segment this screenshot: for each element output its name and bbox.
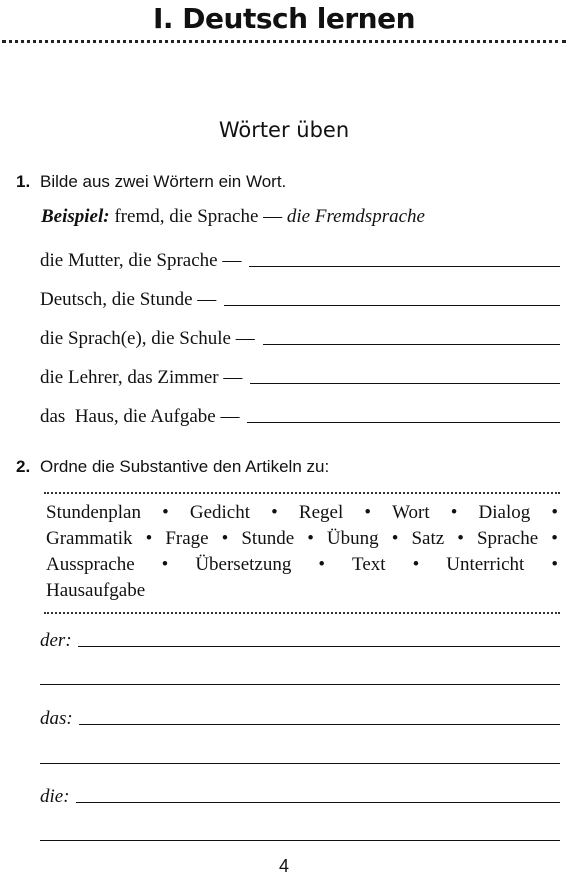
word: Dialog	[478, 502, 531, 523]
word: Unterricht	[446, 554, 525, 575]
task-1-number: 1.	[16, 172, 31, 191]
task-1-item	[40, 326, 560, 350]
task-1-example	[41, 206, 425, 228]
task-1-item	[40, 248, 560, 272]
word: Hausaufgabe	[46, 580, 146, 601]
task-2-instruction: Ordne die Substantive den Artikeln zu:	[40, 457, 330, 476]
word-bank-line	[46, 554, 558, 576]
item-prompt: die Sprach(e), die Schule —	[40, 328, 255, 349]
task-1-heading	[16, 172, 286, 192]
bullet: •	[551, 528, 558, 549]
task-1-item	[40, 365, 560, 389]
bullet: •	[364, 502, 371, 523]
bullet: •	[271, 502, 278, 523]
bullet: •	[318, 554, 326, 575]
task-1-instruction: Bilde aus zwei Wörtern ein Wort.	[40, 172, 287, 191]
word-bank-line	[46, 580, 558, 602]
chapter-title: I. Deutsch lernen	[152, 2, 416, 35]
bullet: •	[161, 554, 169, 575]
answer-line[interactable]	[40, 840, 560, 841]
word: Sprache	[476, 528, 539, 549]
answer-line[interactable]	[249, 266, 560, 267]
article-label: der:	[40, 630, 72, 651]
example-text: fremd, die Sprache —	[109, 206, 287, 227]
task-1-item	[40, 287, 560, 311]
article-row-die	[40, 784, 560, 808]
bullet: •	[457, 528, 464, 549]
item-prompt: die Mutter, die Sprache —	[40, 250, 242, 271]
answer-line[interactable]	[78, 646, 560, 647]
word: Satz	[411, 528, 445, 549]
article-label: die:	[40, 786, 70, 807]
word-bank-line	[46, 528, 558, 550]
article-row-der	[40, 628, 560, 652]
task-1-item	[40, 404, 560, 428]
bullet: •	[221, 528, 229, 549]
bullet: •	[162, 502, 169, 523]
answer-line[interactable]	[247, 422, 560, 423]
bullet: •	[391, 528, 399, 549]
answer-line[interactable]	[263, 344, 560, 345]
page-number: 4	[278, 856, 289, 876]
word: Grammatik	[46, 528, 133, 549]
article-label: das:	[40, 708, 73, 729]
example-label: Beispiel:	[41, 206, 110, 227]
task-2-heading	[16, 457, 329, 477]
item-prompt: Deutsch, die Stunde —	[40, 289, 217, 310]
answer-line[interactable]	[250, 383, 560, 384]
word: Text	[352, 554, 386, 575]
bullet: •	[307, 528, 314, 549]
bullet: •	[145, 528, 153, 549]
section-title: Wörter üben	[218, 118, 350, 142]
title-dotted-divider	[2, 40, 566, 43]
answer-line[interactable]	[40, 763, 560, 764]
word: Übung	[326, 528, 379, 549]
task-2-number: 2.	[16, 457, 31, 476]
article-row-das	[40, 706, 560, 730]
bullet: •	[412, 554, 420, 575]
word: Gedicht	[189, 502, 251, 523]
word: Aussprache	[46, 554, 135, 575]
word: Übersetzung	[195, 554, 292, 575]
answer-line[interactable]	[76, 802, 560, 803]
answer-line[interactable]	[79, 724, 560, 725]
bullet: •	[551, 502, 558, 523]
word-bank	[44, 492, 560, 614]
word: Wort	[392, 502, 430, 523]
word: Frage	[165, 528, 209, 549]
word: Stundenplan	[46, 502, 141, 523]
item-prompt: die Lehrer, das Zimmer —	[40, 367, 243, 388]
answer-line[interactable]	[224, 305, 560, 306]
word: Regel	[298, 502, 344, 523]
item-prompt: das Haus, die Aufgabe —	[40, 406, 240, 427]
word: Stunde	[241, 528, 295, 549]
example-answer: die Fremdsprache	[286, 206, 425, 227]
bullet: •	[551, 554, 558, 575]
answer-line[interactable]	[40, 684, 560, 685]
word-bank-line	[46, 502, 558, 524]
bullet: •	[450, 502, 458, 523]
